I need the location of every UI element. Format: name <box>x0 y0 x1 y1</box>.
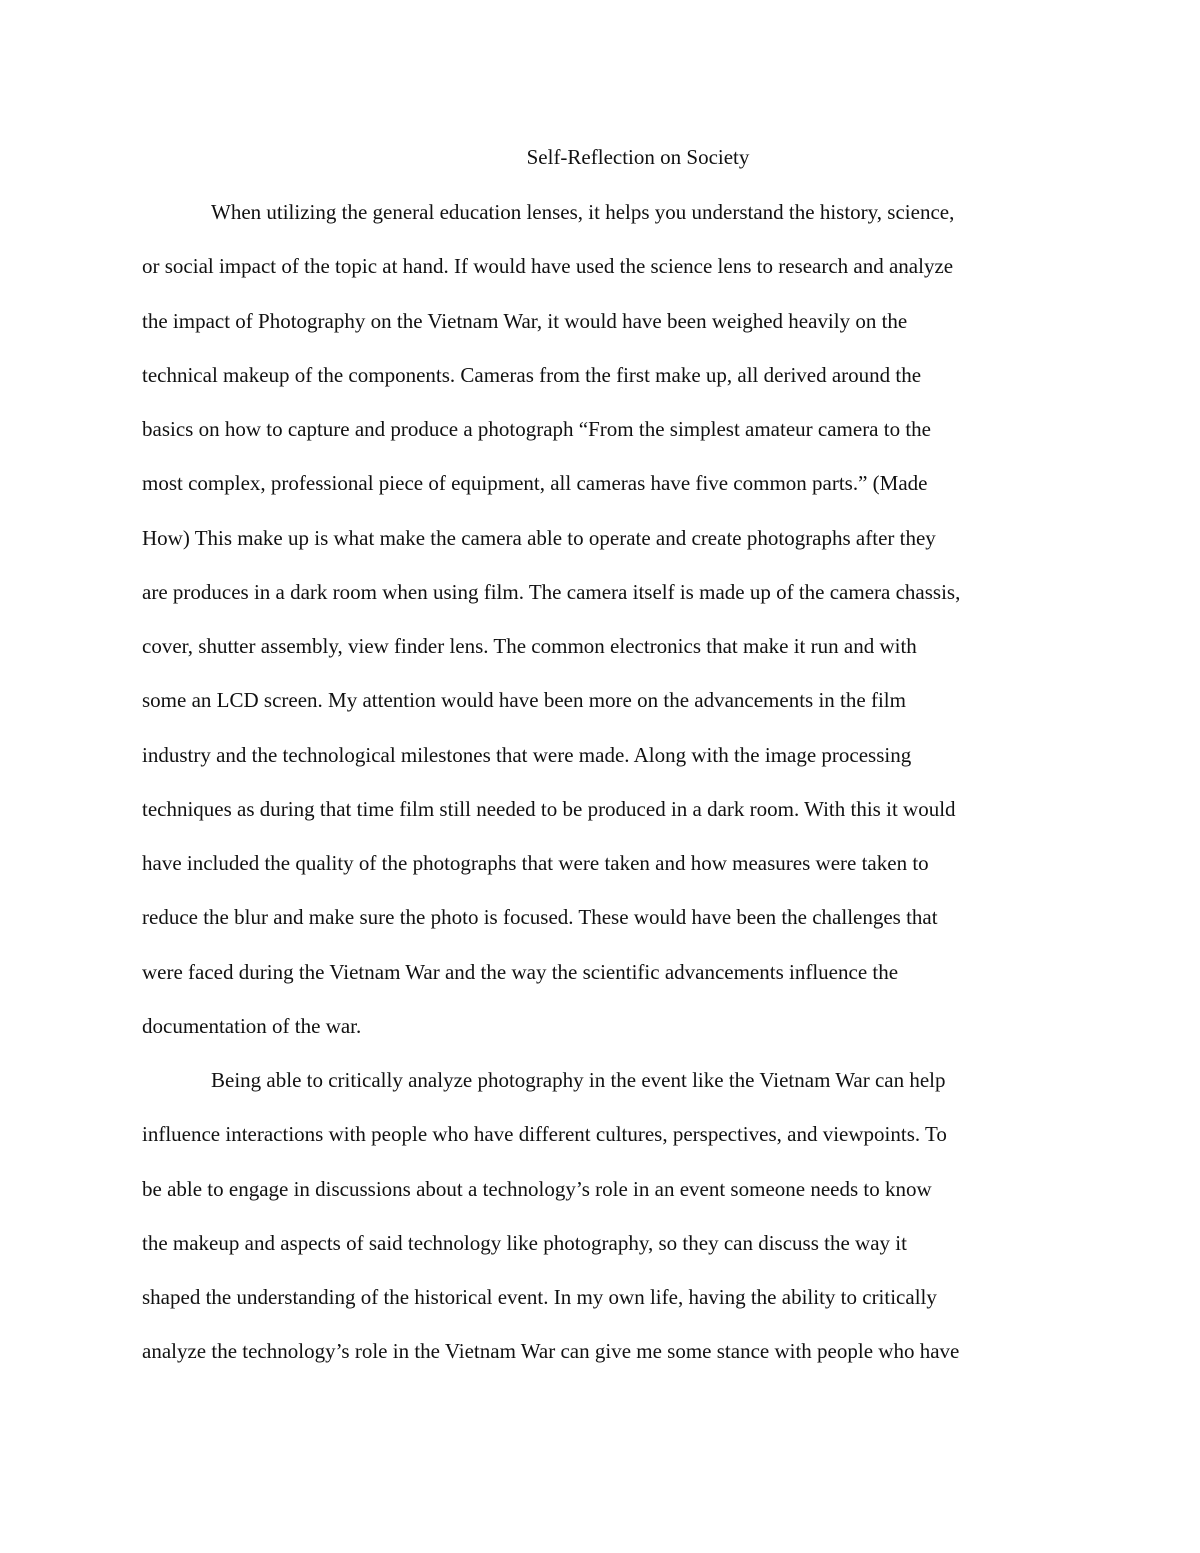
text-line: influence interactions with people who have different cultures, perspectives, and viewpoints. To <box>142 1122 947 1147</box>
text-line: have included the quality of the photographs that were taken and how measures were taken to <box>142 851 929 875</box>
paragraph-1 <box>142 194 1082 1062</box>
text-line: the makeup and aspects of said technology like photography, so they can discuss the way it <box>142 1230 907 1255</box>
paragraph-2 <box>142 1062 1082 1388</box>
text-line: documentation of the war. <box>142 1013 362 1038</box>
text-line: shaped the understanding of the historical event. In my own life, having the ability to critically <box>142 1285 937 1309</box>
text-line: industry and the technological milestones that were made. Along with the image processing <box>142 742 912 767</box>
text-line: the impact of Photography on the Vietnam War, it would have been weighed heavily on the <box>142 308 908 333</box>
text-line: reduce the blur and make sure the photo is focused. These would have been the challenges that <box>142 905 938 930</box>
text-line: or social impact of the topic at hand. If would have used the science lens to research and analyze <box>142 254 954 279</box>
text-line: When utilizing the general education lenses, it helps you understand the history, science, <box>211 200 955 224</box>
text-line: be able to engage in discussions about a technology’s role in an event someone needs to know <box>142 1176 932 1201</box>
text-line: most complex, professional piece of equipment, all cameras have five common parts.” (Made <box>142 471 928 496</box>
text-line: analyze the technology’s role in the Vietnam War can give me some stance with people who have <box>142 1339 960 1364</box>
text-line: technical makeup of the components. Cameras from the first make up, all derived around the <box>142 362 922 387</box>
document-title: Self-Reflection on Society <box>526 145 750 169</box>
text-line: cover, shutter assembly, view finder lens. The common electronics that make it run and with <box>142 634 917 658</box>
document-body <box>142 194 1082 1388</box>
text-line: Being able to critically analyze photography in the event like the Vietnam War can help <box>211 1068 946 1092</box>
text-line: How) This make up is what make the camera able to operate and create photographs after they <box>142 525 936 550</box>
text-line: basics on how to capture and produce a photograph “From the simplest amateur camera to the <box>142 417 931 441</box>
text-line: techniques as during that time film still needed to be produced in a dark room. With this it would <box>142 796 956 821</box>
text-line: are produces in a dark room when using film. The camera itself is made up of the camera chassis, <box>142 579 961 604</box>
text-line: were faced during the Vietnam War and the way the scientific advancements influence the <box>142 959 899 984</box>
text-line: some an LCD screen. My attention would have been more on the advancements in the film <box>142 688 906 713</box>
